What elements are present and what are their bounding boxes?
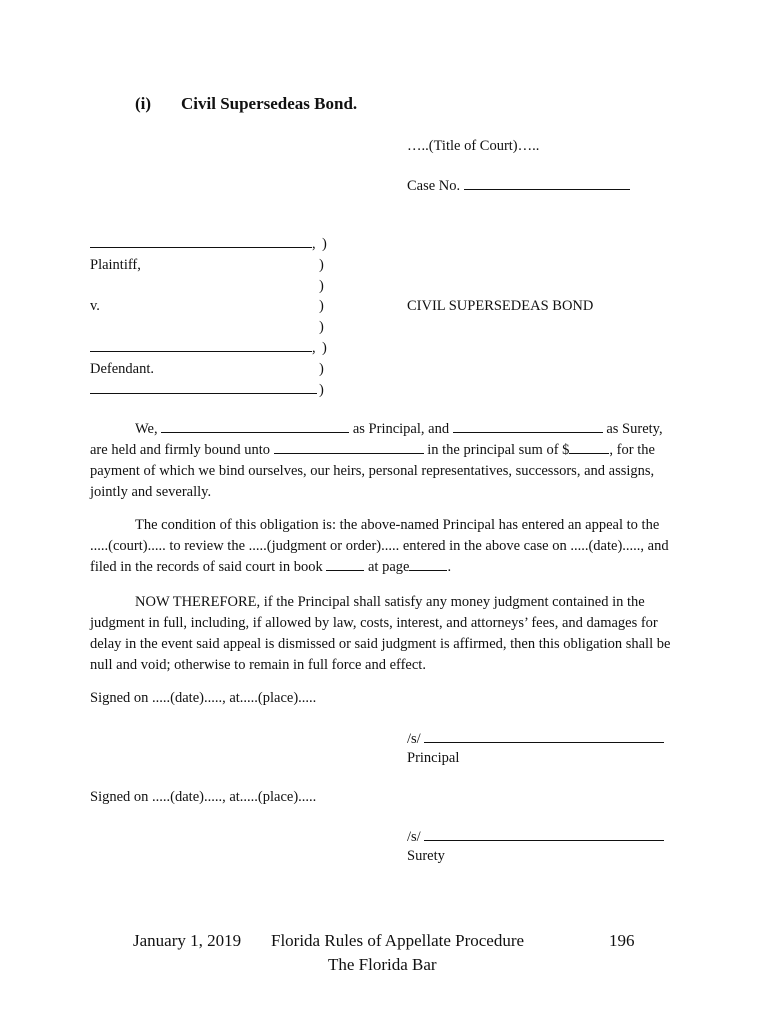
case-number <box>407 178 630 195</box>
now-therefore-paragraph <box>90 592 678 676</box>
caption-comma: , <box>312 236 316 252</box>
caption-paren: ) <box>322 340 327 356</box>
caption-paren: ) <box>322 236 327 252</box>
p1-surety: as Surety, <box>606 421 663 437</box>
principal-name-blank <box>161 432 349 433</box>
defendant-bottom-blank <box>90 393 317 394</box>
bond-title: CIVIL SUPERSEDEAS BOND <box>407 298 594 314</box>
p2-text: The condition of this obligation is: the above-named Principal has entered an appeal to the .....(court)..... to review the .....(judgment or order)..... entered in the above case on .....(date)....., and filed in the records of said court in book <box>90 517 669 575</box>
p1-principal: as Principal, and <box>352 421 450 437</box>
footer-page-number: 196 <box>609 931 635 950</box>
p1-for-the: , for the <box>609 442 655 458</box>
caption-paren: ) <box>319 361 324 377</box>
caption-paren: ) <box>319 298 324 314</box>
case-number-blank <box>464 189 630 190</box>
principal-signature-blank <box>424 742 664 743</box>
surety-signature-line <box>407 829 664 846</box>
surety-signature-blank <box>424 840 664 841</box>
p2-end: . <box>447 559 452 575</box>
s-mark: /s/ <box>407 731 421 747</box>
page-blank <box>409 570 447 571</box>
obligation-paragraph <box>90 419 678 503</box>
caption-paren: ) <box>319 257 324 273</box>
p1-bound-unto: are held and firmly bound unto <box>90 442 270 458</box>
caption-comma: , <box>312 340 316 356</box>
plaintiff-label: Plaintiff, <box>90 257 141 273</box>
defendant-name-line <box>90 340 316 357</box>
sum-blank <box>569 453 609 454</box>
signed-on-surety: Signed on .....(date)....., at.....(place)..... <box>90 789 317 805</box>
versus-label: v. <box>90 298 100 314</box>
p2-page: at page <box>368 559 410 575</box>
court-title: …..(Title of Court)….. <box>407 138 540 154</box>
defendant-label: Defendant. <box>90 361 155 377</box>
caption-paren: ) <box>319 319 324 335</box>
footer-date: January 1, 2019 <box>133 931 242 950</box>
p1-we: We, <box>135 421 158 437</box>
principal-signature-line <box>407 731 664 748</box>
caption-paren: ) <box>319 278 324 294</box>
p1-principal-sum: in the principal sum of $ <box>427 442 570 458</box>
p3-text: NOW THEREFORE, if the Principal shall satisfy any money judgment contained in the judgment in full, including, if allowed by law, costs, interest, and attorneys’ fees, and damages for delay in the event said appeal is dismissed or said judgment is affirmed, then this obligation shall be null and void; otherwise to remain in full force and effect. <box>90 594 671 673</box>
section-number: (i) <box>135 94 152 113</box>
signed-on-principal: Signed on .....(date)....., at.....(place)..... <box>90 690 317 706</box>
obligee-blank <box>274 453 424 454</box>
condition-paragraph <box>90 515 670 578</box>
p1-rest: payment of which we bind ourselves, our heirs, personal representatives, successors, and assigns, jointly and severally. <box>90 463 655 500</box>
principal-role: Principal <box>407 750 460 766</box>
plaintiff-name-blank <box>90 247 312 248</box>
case-number-label: Case No. <box>407 178 461 194</box>
plaintiff-name-line <box>90 236 316 253</box>
defendant-bottom-line <box>90 382 317 399</box>
section-title: Civil Supersedeas Bond. <box>181 94 358 113</box>
s-mark: /s/ <box>407 829 421 845</box>
defendant-name-blank <box>90 351 312 352</box>
footer-publisher: The Florida Bar <box>328 955 437 974</box>
surety-role: Surety <box>407 848 445 864</box>
caption-paren: ) <box>319 382 324 398</box>
book-blank <box>326 570 364 571</box>
surety-name-blank <box>453 432 603 433</box>
footer-publication: Florida Rules of Appellate Procedure <box>271 931 525 950</box>
